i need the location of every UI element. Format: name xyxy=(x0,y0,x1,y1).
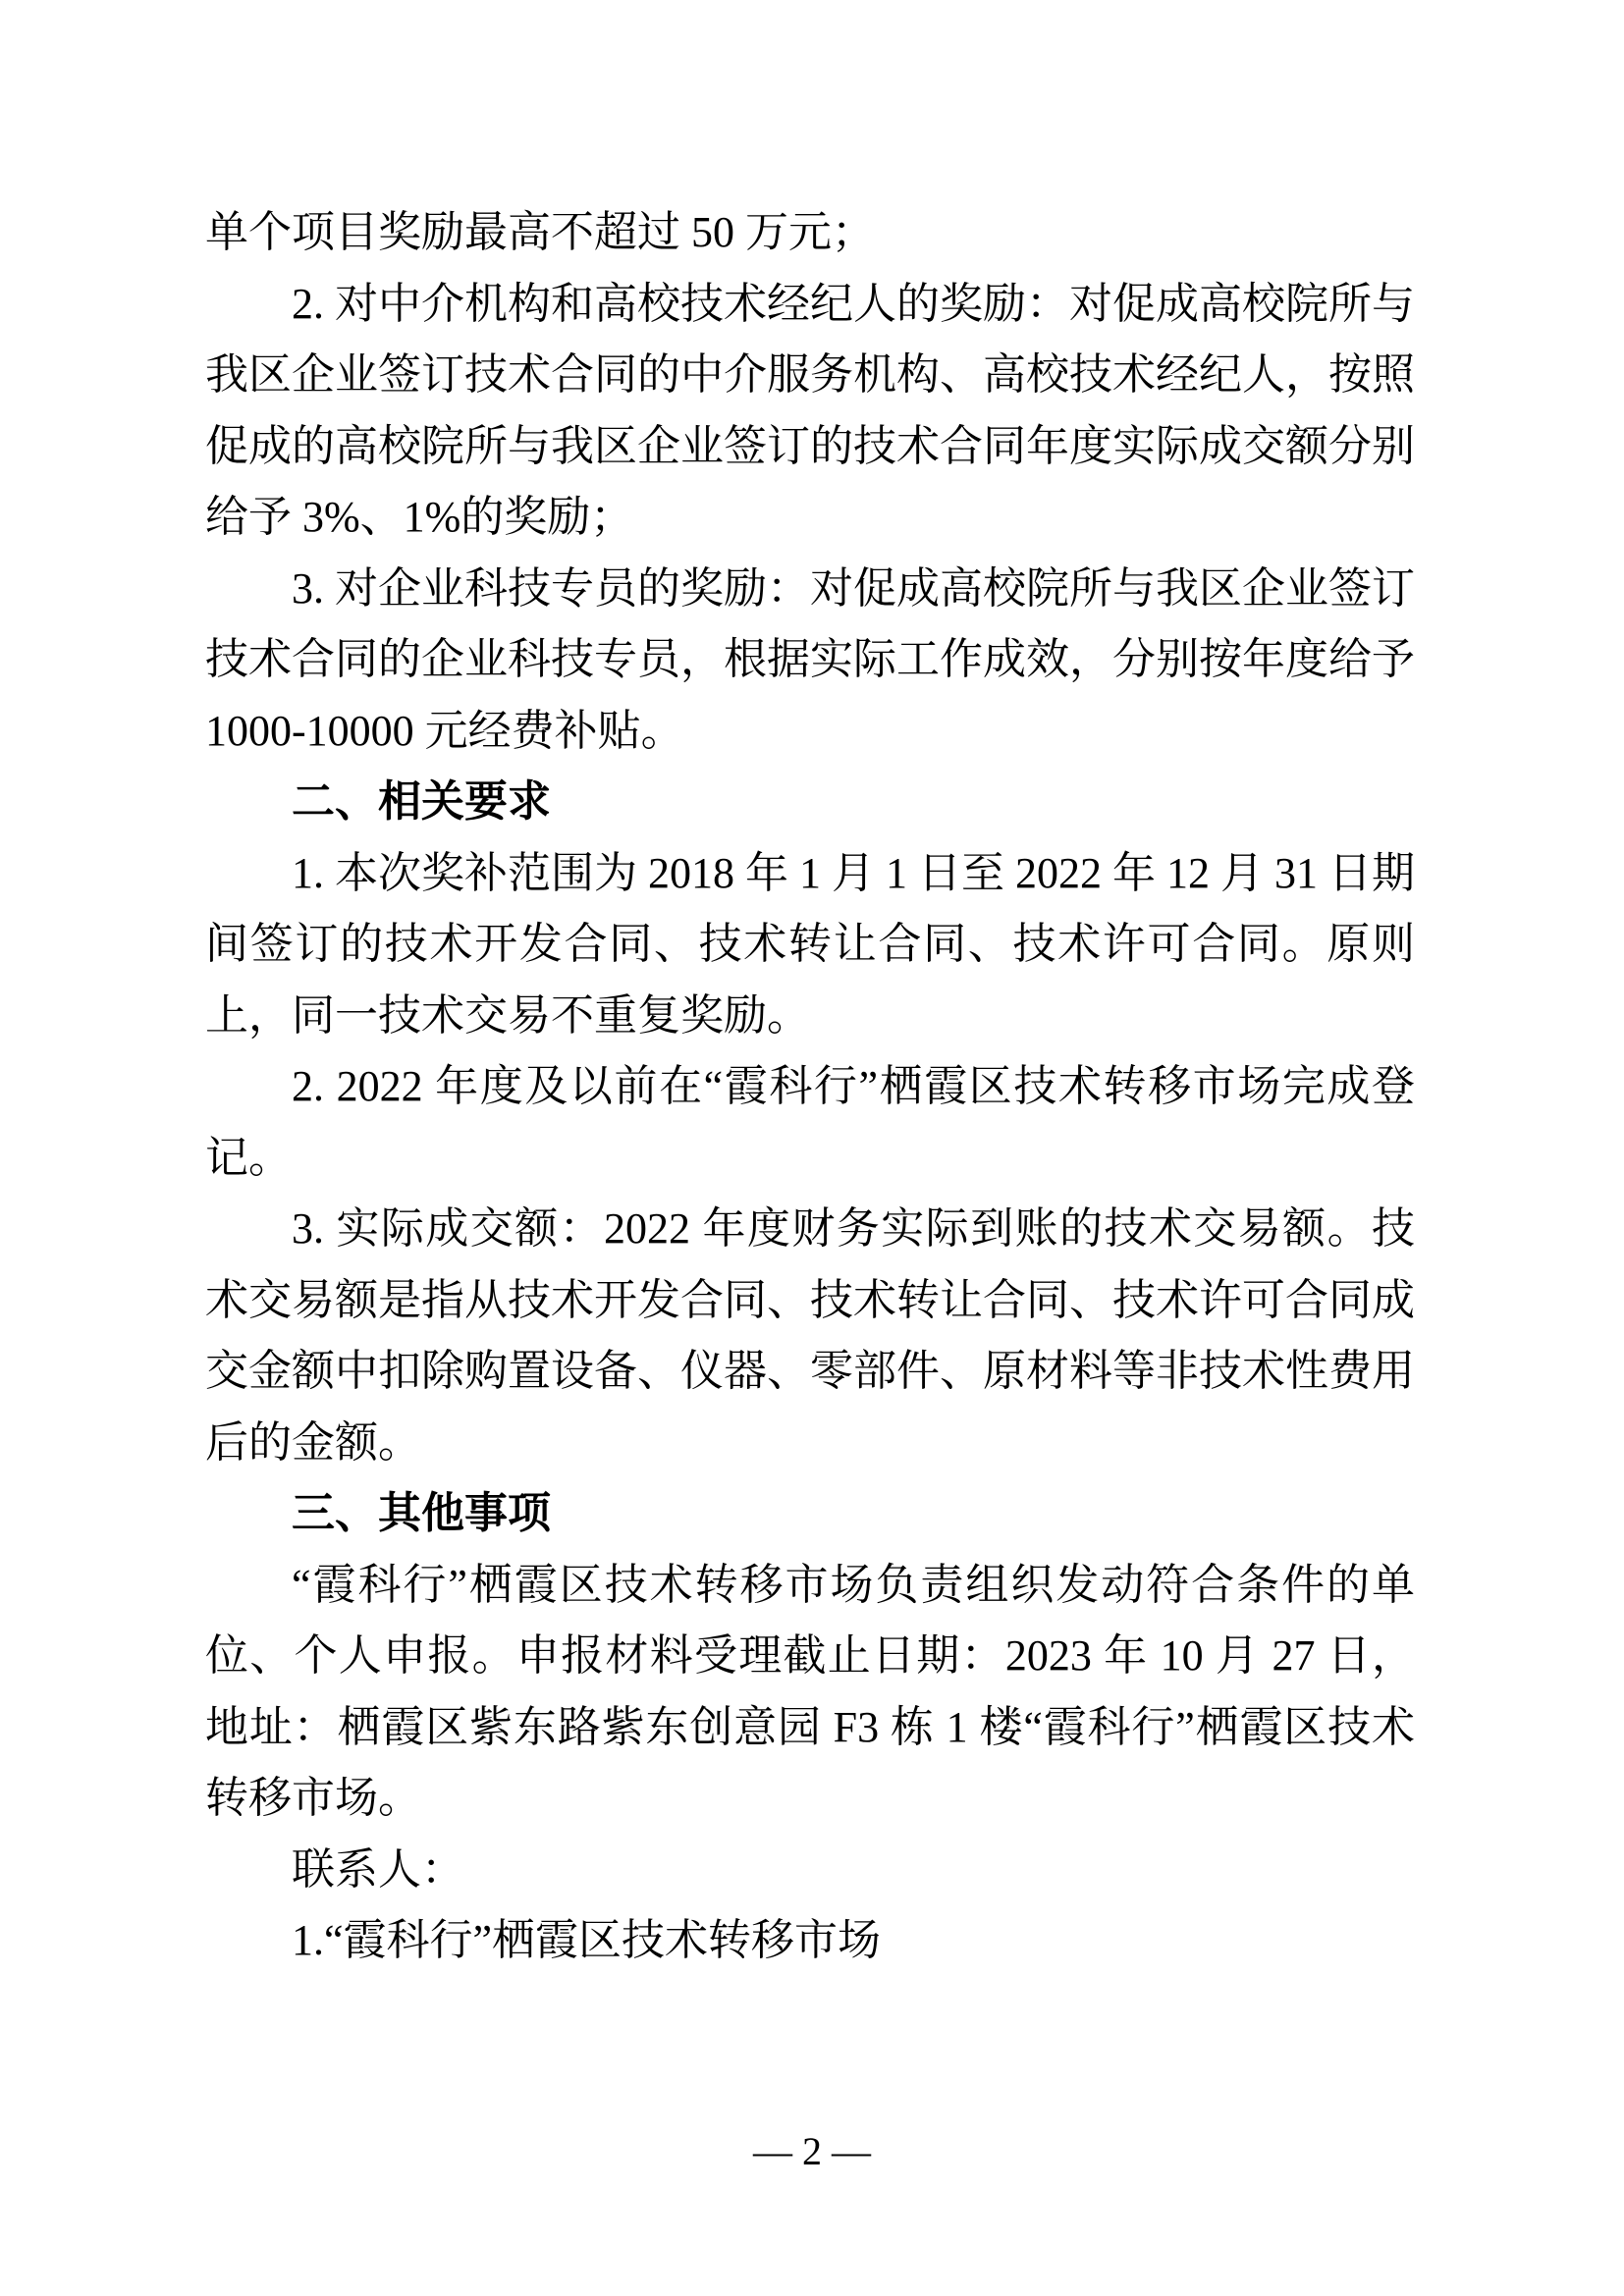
text-run: “霞科行”栖霞区技术转移市场负责组织发动符合条件的单位、个人申报。申报材料受理截止日期：2023 年 10 月 27 日，地址：栖霞区紫东路紫东创意园 F3 栋 1 楼“霞科行”栖霞区技术转移市场。 xyxy=(205,1560,1415,1822)
text-run: 1. 本次奖补范围为 2018 年 1 月 1 日至 2022 年 12 月 31 日期间签订的技术开发合同、技术转让合同、技术许可合同。原则上，同一技术交易不重复奖励。 xyxy=(205,848,1415,1040)
section-heading xyxy=(205,1478,1415,1550)
text-run: 2. 对中介机构和高校技术经纪人的奖励：对促成高校院所与我区企业签订技术合同的中介服务机构、高校技术经纪人，按照促成的高校院所与我区企业签订的技术合同年度实际成交额分别给予 3%、1%的奖励； xyxy=(205,279,1415,541)
text-run: 三、其他事项 xyxy=(292,1489,551,1537)
text-run: 3. 对企业科技专员的奖励：对促成高校院所与我区企业签订技术合同的企业科技专员，根据实际工作成效，分别按年度给予 1000-10000 元经费补贴。 xyxy=(205,563,1415,755)
section-heading xyxy=(205,767,1415,838)
document-body xyxy=(205,197,1415,1977)
paragraph xyxy=(205,197,1415,269)
text-run: 单个项目奖励最高不超过 50 万元； xyxy=(205,208,875,256)
text-run: 1.“霞科行”栖霞区技术转移市场 xyxy=(292,1916,882,1964)
paragraph xyxy=(205,554,1415,768)
paragraph xyxy=(205,1835,1415,1906)
text-run: 联系人： xyxy=(292,1844,464,1894)
page-number: — 2 — xyxy=(753,2129,871,2173)
paragraph xyxy=(205,269,1415,554)
paragraph xyxy=(205,1051,1415,1194)
paragraph xyxy=(205,1905,1415,1977)
page-footer xyxy=(0,2128,1624,2175)
paragraph xyxy=(205,838,1415,1052)
text-run: 3. 实际成交额：2022 年度财务实际到账的技术交易额。技术交易额是指从技术开发合同、技术转让合同、技术许可合同成交金额中扣除购置设备、仪器、零部件、原材料等非技术性费用后的金额。 xyxy=(205,1204,1415,1467)
paragraph xyxy=(205,1194,1415,1478)
paragraph xyxy=(205,1550,1415,1835)
text-run: 2. 2022 年度及以前在“霞科行”栖霞区技术转移市场完成登记。 xyxy=(205,1062,1415,1182)
text-run: 二、相关要求 xyxy=(292,777,551,826)
